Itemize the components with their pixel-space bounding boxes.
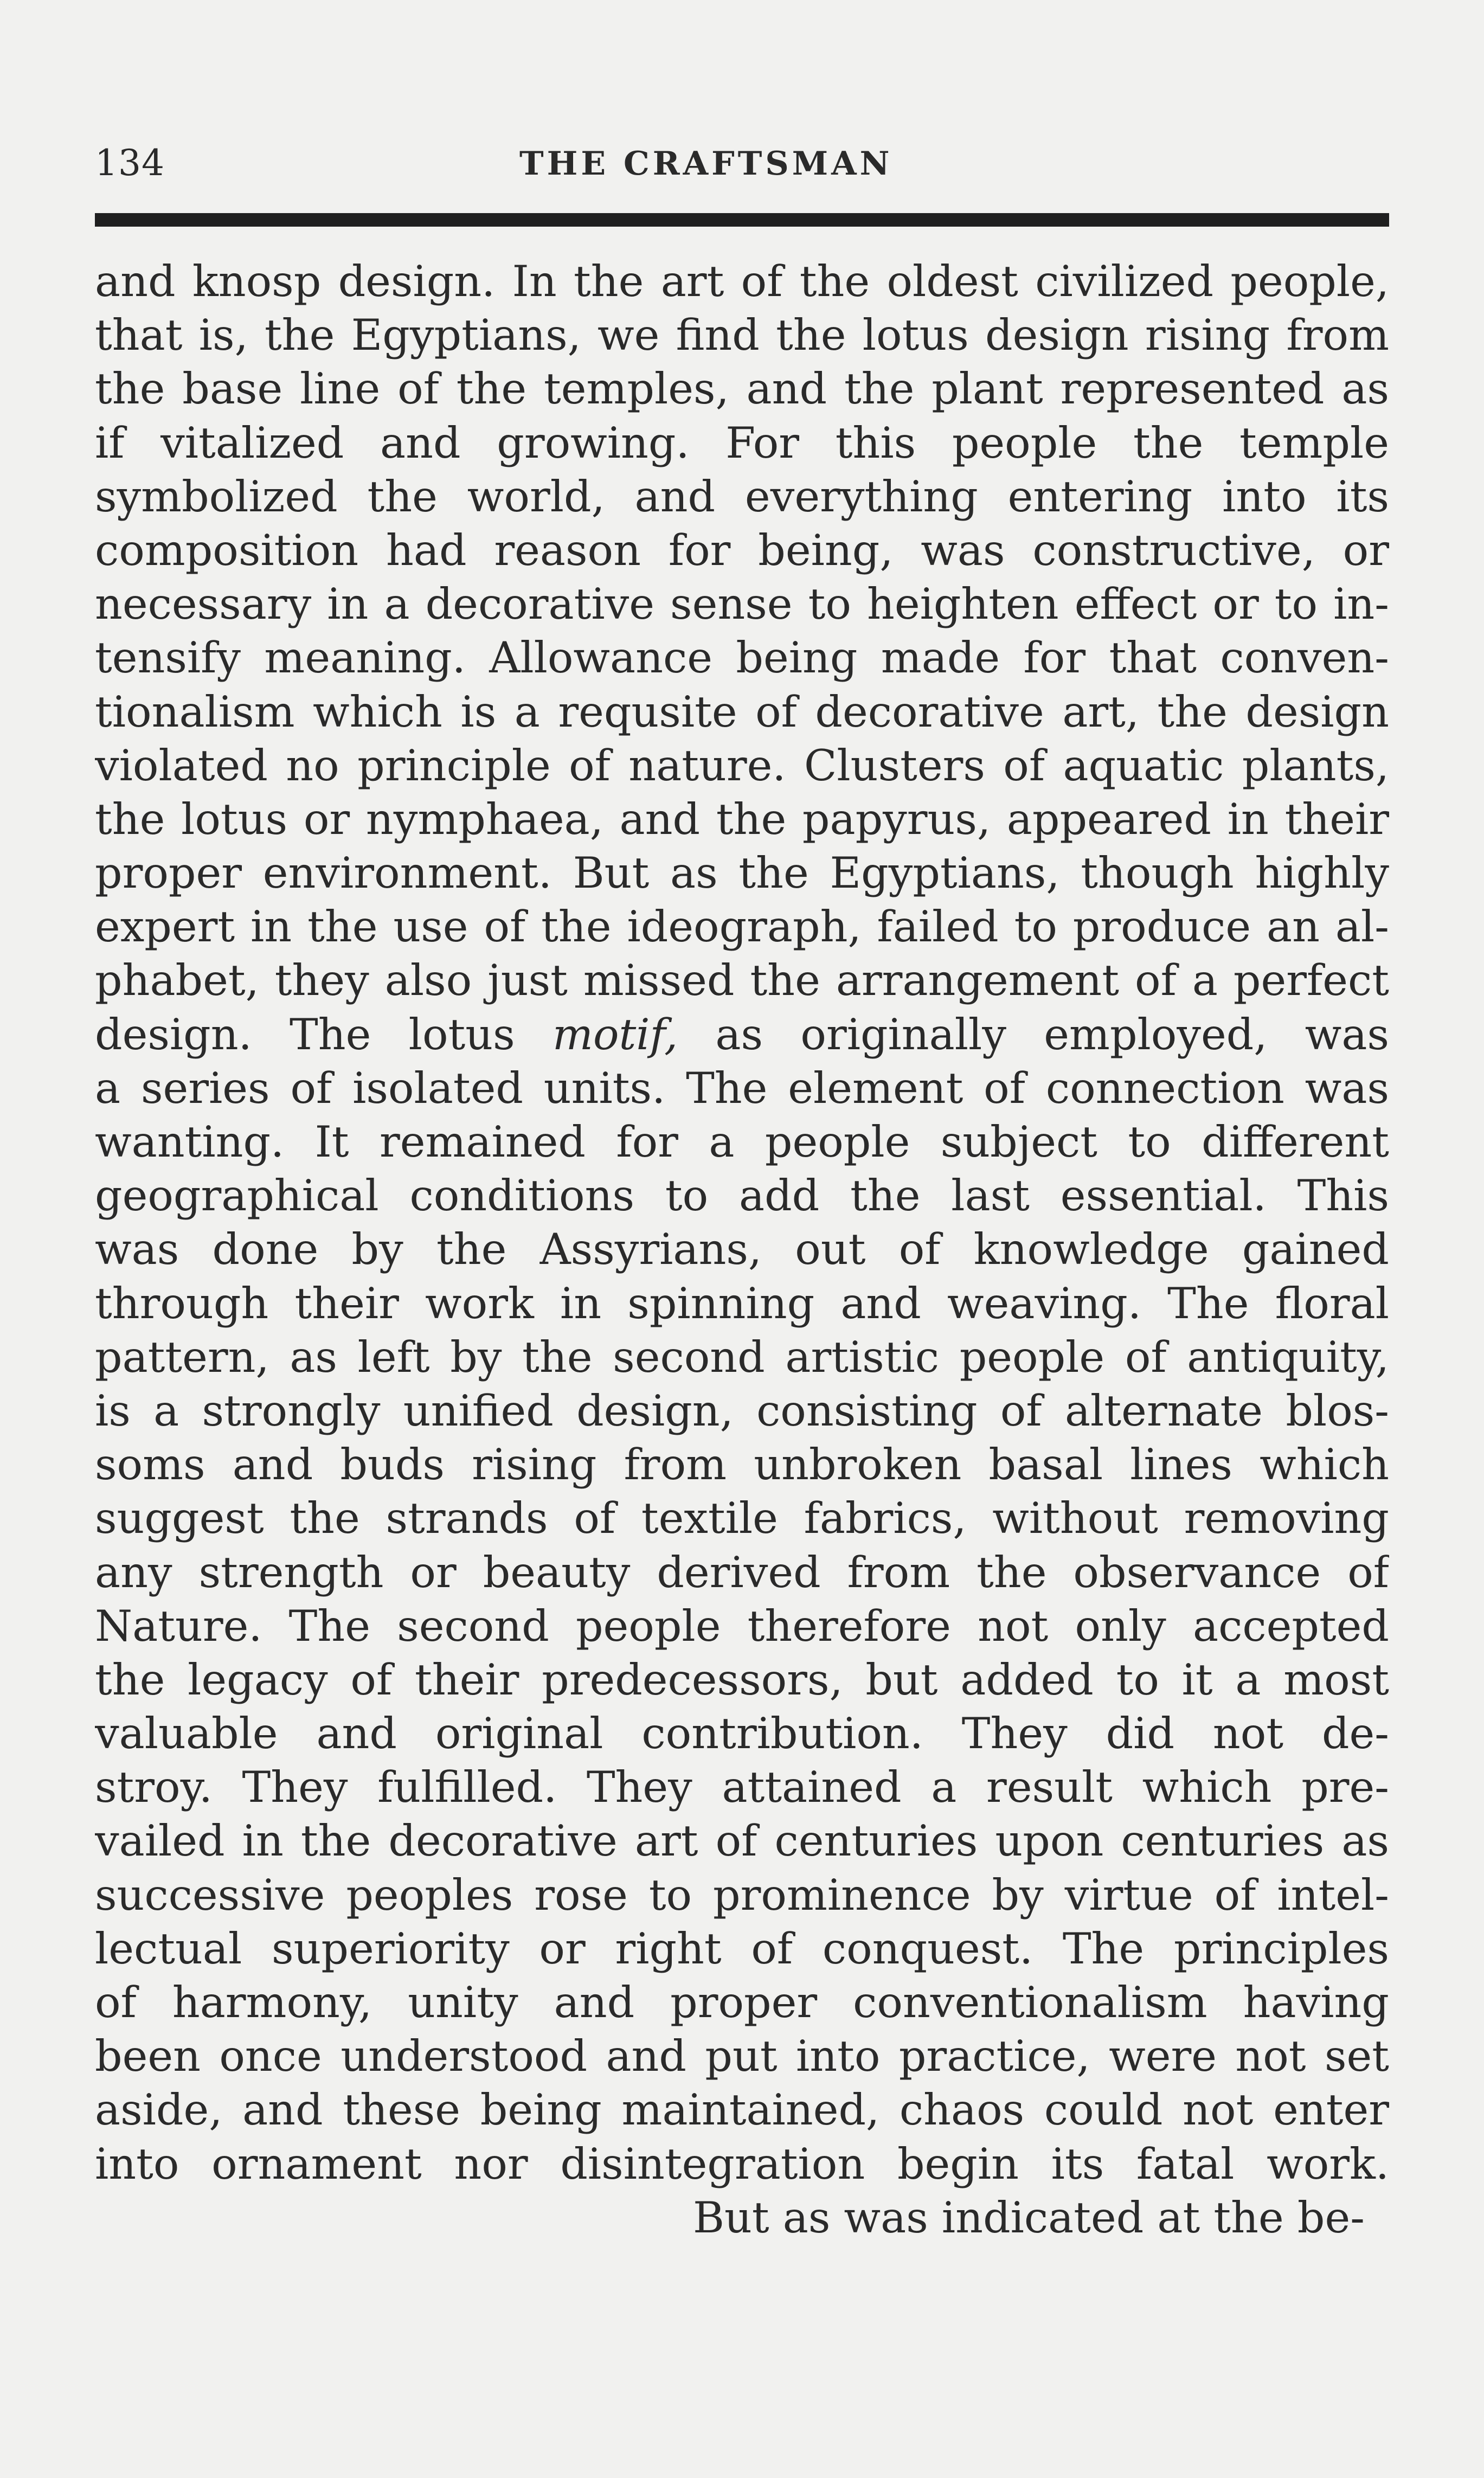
text-line: that is, the Egyptians, we find the lotus design rising from [95,310,1389,361]
text-line: of harmony, unity and proper conventionalism having [95,1978,1389,2027]
italic-word: motif, [553,1009,678,1060]
text-line: lectual superiority or right of conquest. The principles [95,1923,1389,1974]
page-number: 134 [95,142,165,184]
text-line: proper environment. But as the Egyptians, though highly [95,848,1389,898]
text-line-with-italic [95,1008,1389,1062]
text-line: suggest the strands of textile fabrics, without removing [95,1493,1389,1544]
continuation-line: But as was indicated at the be- [693,2192,1365,2243]
text-segment: as originally employed, was [715,1009,1389,1060]
text-line: geographical conditions to add the last essential. This [95,1171,1389,1221]
text-line: through their work in spinning and weaving. The floral [95,1278,1389,1328]
text-line: is a strongly unified design, consisting of alternate blos- [95,1385,1389,1436]
text-line: vailed in the decorative art of centuries upon centuries as [95,1816,1389,1866]
text-line: valuable and original contribution. They did not de- [95,1709,1389,1759]
text-line: the base line of the temples, and the plant represented as [95,364,1389,414]
text-line: symbolized the world, and everything entering into its [95,471,1389,522]
header-rule [95,213,1389,227]
text-line: phabet, they also just missed the arrangement of a perfect [95,955,1389,1006]
text-line: the legacy of their predecessors, but added to it a most [95,1654,1389,1705]
text-line: tionalism which is a requsite of decorative art, the design [95,686,1389,737]
text-line: tensify meaning. Allowance being made for that conven- [95,633,1389,683]
text-line: Nature. The second people therefore not only accepted [95,1601,1389,1651]
text-line: the lotus or nymphaea, and the papyrus, appeared in their [95,794,1389,844]
text-line: composition had reason for being, was constructive, or [95,525,1389,575]
text-line: necessary in a decorative sense to heighten effect or to in- [95,579,1389,630]
text-segment: design. The lotus [95,1009,515,1060]
running-head-title: THE CRAFTSMAN [519,145,893,183]
text-line: a series of isolated units. The element of connection was [95,1063,1389,1113]
text-line: stroy. They fulfilled. They attained a result which pre- [95,1762,1389,1813]
text-line: wanting. It remained for a people subject to different [95,1117,1389,1167]
text-line: was done by the Assyrians, out of knowledge gained [95,1224,1389,1275]
text-line: been once understood and put into practice, were not set [95,2031,1389,2082]
text-line: into ornament nor disintegration begin its fatal work. [95,2139,1389,2189]
body-text [95,255,1389,2245]
text-line: if vitalized and growing. For this people the temple [95,418,1389,468]
text-line: any strength or beauty derived from the observance of [95,1547,1389,1597]
text-line: violated no principle of nature. Clusters of aquatic plants, [95,740,1389,791]
text-line: pattern, as left by the second artistic people of antiquity, [95,1332,1389,1382]
text-line: expert in the use of the ideograph, failed to produce an al- [95,902,1389,952]
text-line: and knosp design. In the art of the oldest civilized people, [95,256,1389,306]
text-line: soms and buds rising from unbroken basal lines which [95,1440,1389,1490]
text-line: aside, and these being maintained, chaos could not enter [95,2085,1389,2135]
text-line: successive peoples rose to prominence by virtue of intel- [95,1870,1389,1920]
